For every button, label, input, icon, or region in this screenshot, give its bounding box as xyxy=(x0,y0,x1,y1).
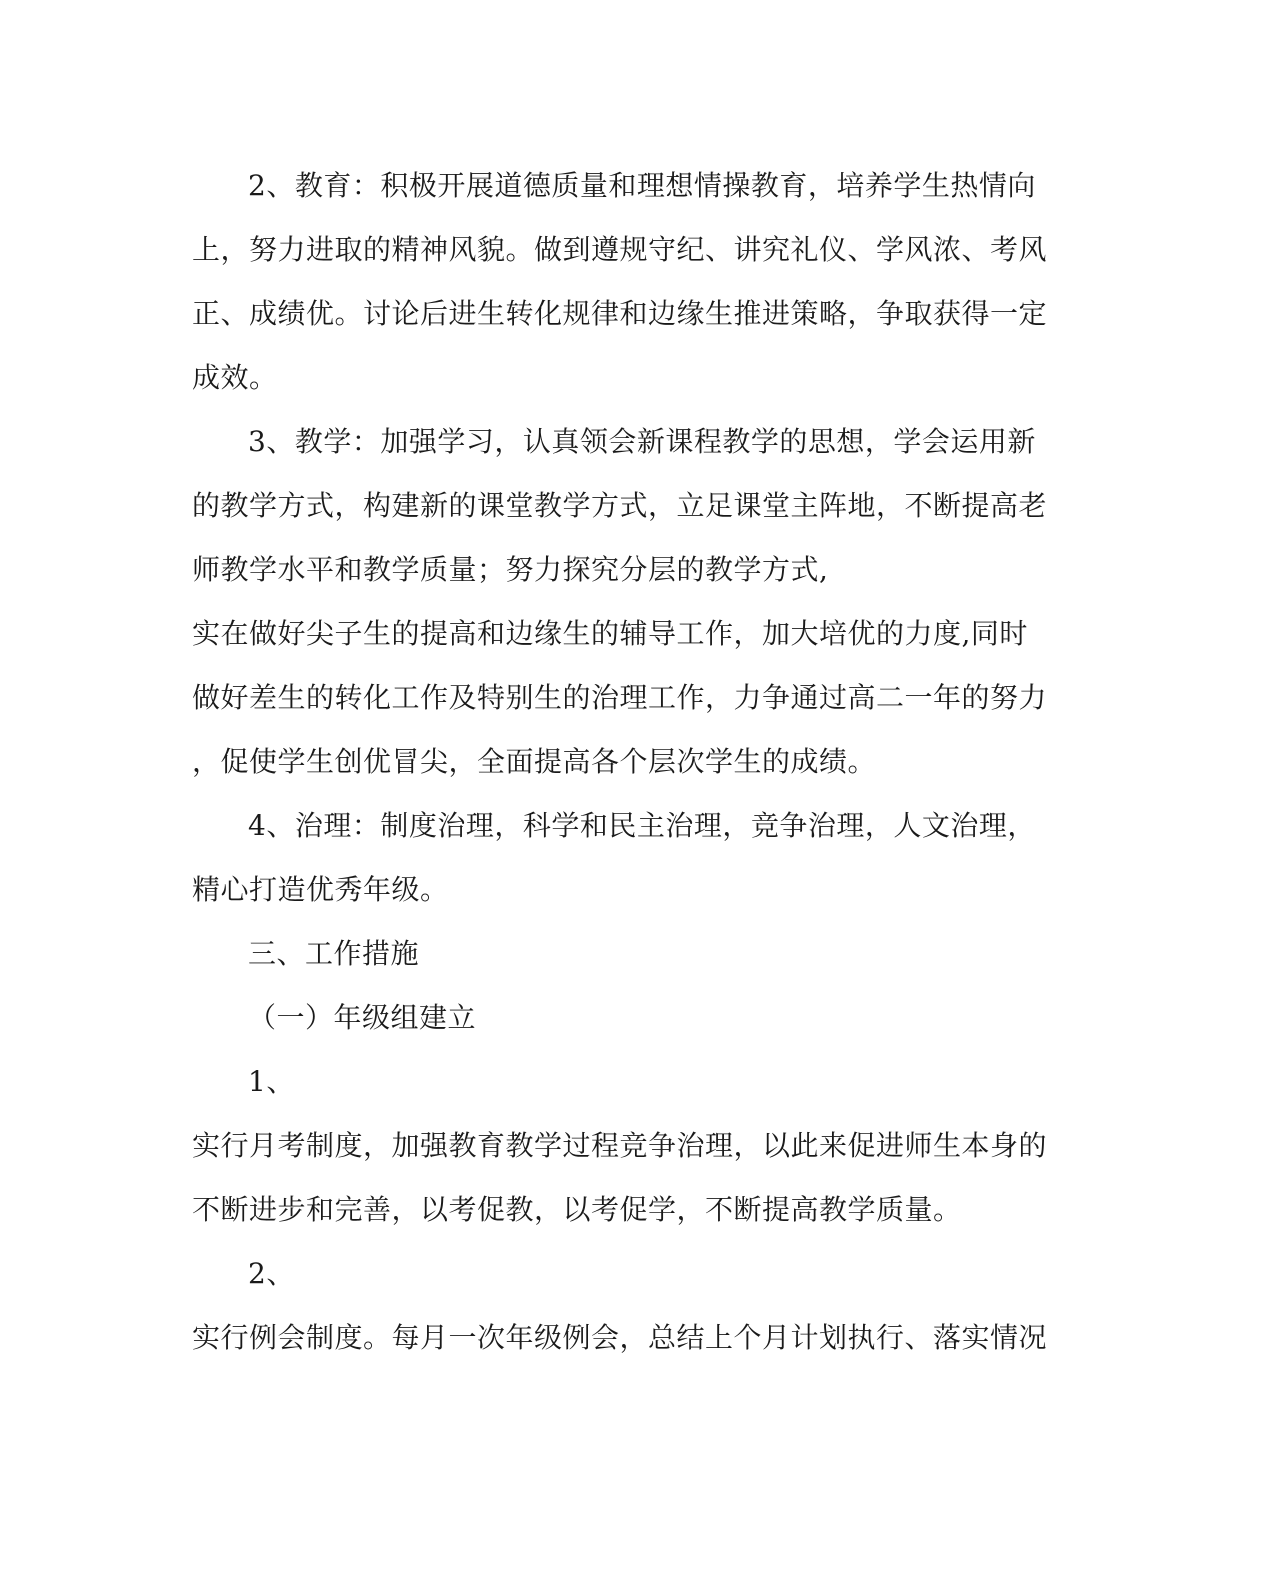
text-line: 实行月考制度，加强教育教学过程竞争治理，以此来促进师生本身的 xyxy=(192,1129,1048,1162)
text-line: 不断进步和完善，以考促教，以考促学，不断提高教学质量。 xyxy=(192,1193,962,1226)
text-line: 实在做好尖子生的提高和边缘生的辅导工作，加大培优的力度,同时 xyxy=(192,617,1028,650)
text-line: 上，努力进取的精神风貌。做到遵规守纪、讲究礼仪、学风浓、考风 xyxy=(192,233,1048,266)
section-heading: 三、工作措施 xyxy=(248,937,420,970)
text-line: 精心打造优秀年级。 xyxy=(192,873,449,906)
list-number: 1、 xyxy=(248,1065,295,1098)
text-line: 正、成绩优。讨论后进生转化规律和边缘生推进策略，争取获得一定 xyxy=(192,297,1048,330)
text-line: 做好差生的转化工作及特别生的治理工作，力争通过高二一年的努力 xyxy=(192,681,1048,714)
text-line: ，促使学生创优冒尖，全面提高各个层次学生的成绩。 xyxy=(192,745,877,778)
subsection-heading: （一）年级组建立 xyxy=(248,1001,477,1034)
text-line: 成效。 xyxy=(192,361,278,394)
text-line: 4、治理：制度治理，科学和民主治理，竞争治理，人文治理， xyxy=(248,809,1036,842)
text-line: 3、教学：加强学习，认真领会新课程教学的思想，学会运用新 xyxy=(248,425,1036,458)
text-line: 实行例会制度。每月一次年级例会，总结上个月计划执行、落实情况 xyxy=(192,1321,1048,1354)
text-line: 的教学方式，构建新的课堂教学方式，立足课堂主阵地，不断提高老 xyxy=(192,489,1048,522)
text-line: 师教学水平和教学质量；努力探究分层的教学方式, xyxy=(192,553,829,586)
list-number: 2、 xyxy=(248,1257,295,1290)
text-line: 2、教育：积极开展道德质量和理想情操教育，培养学生热情向 xyxy=(248,169,1036,202)
